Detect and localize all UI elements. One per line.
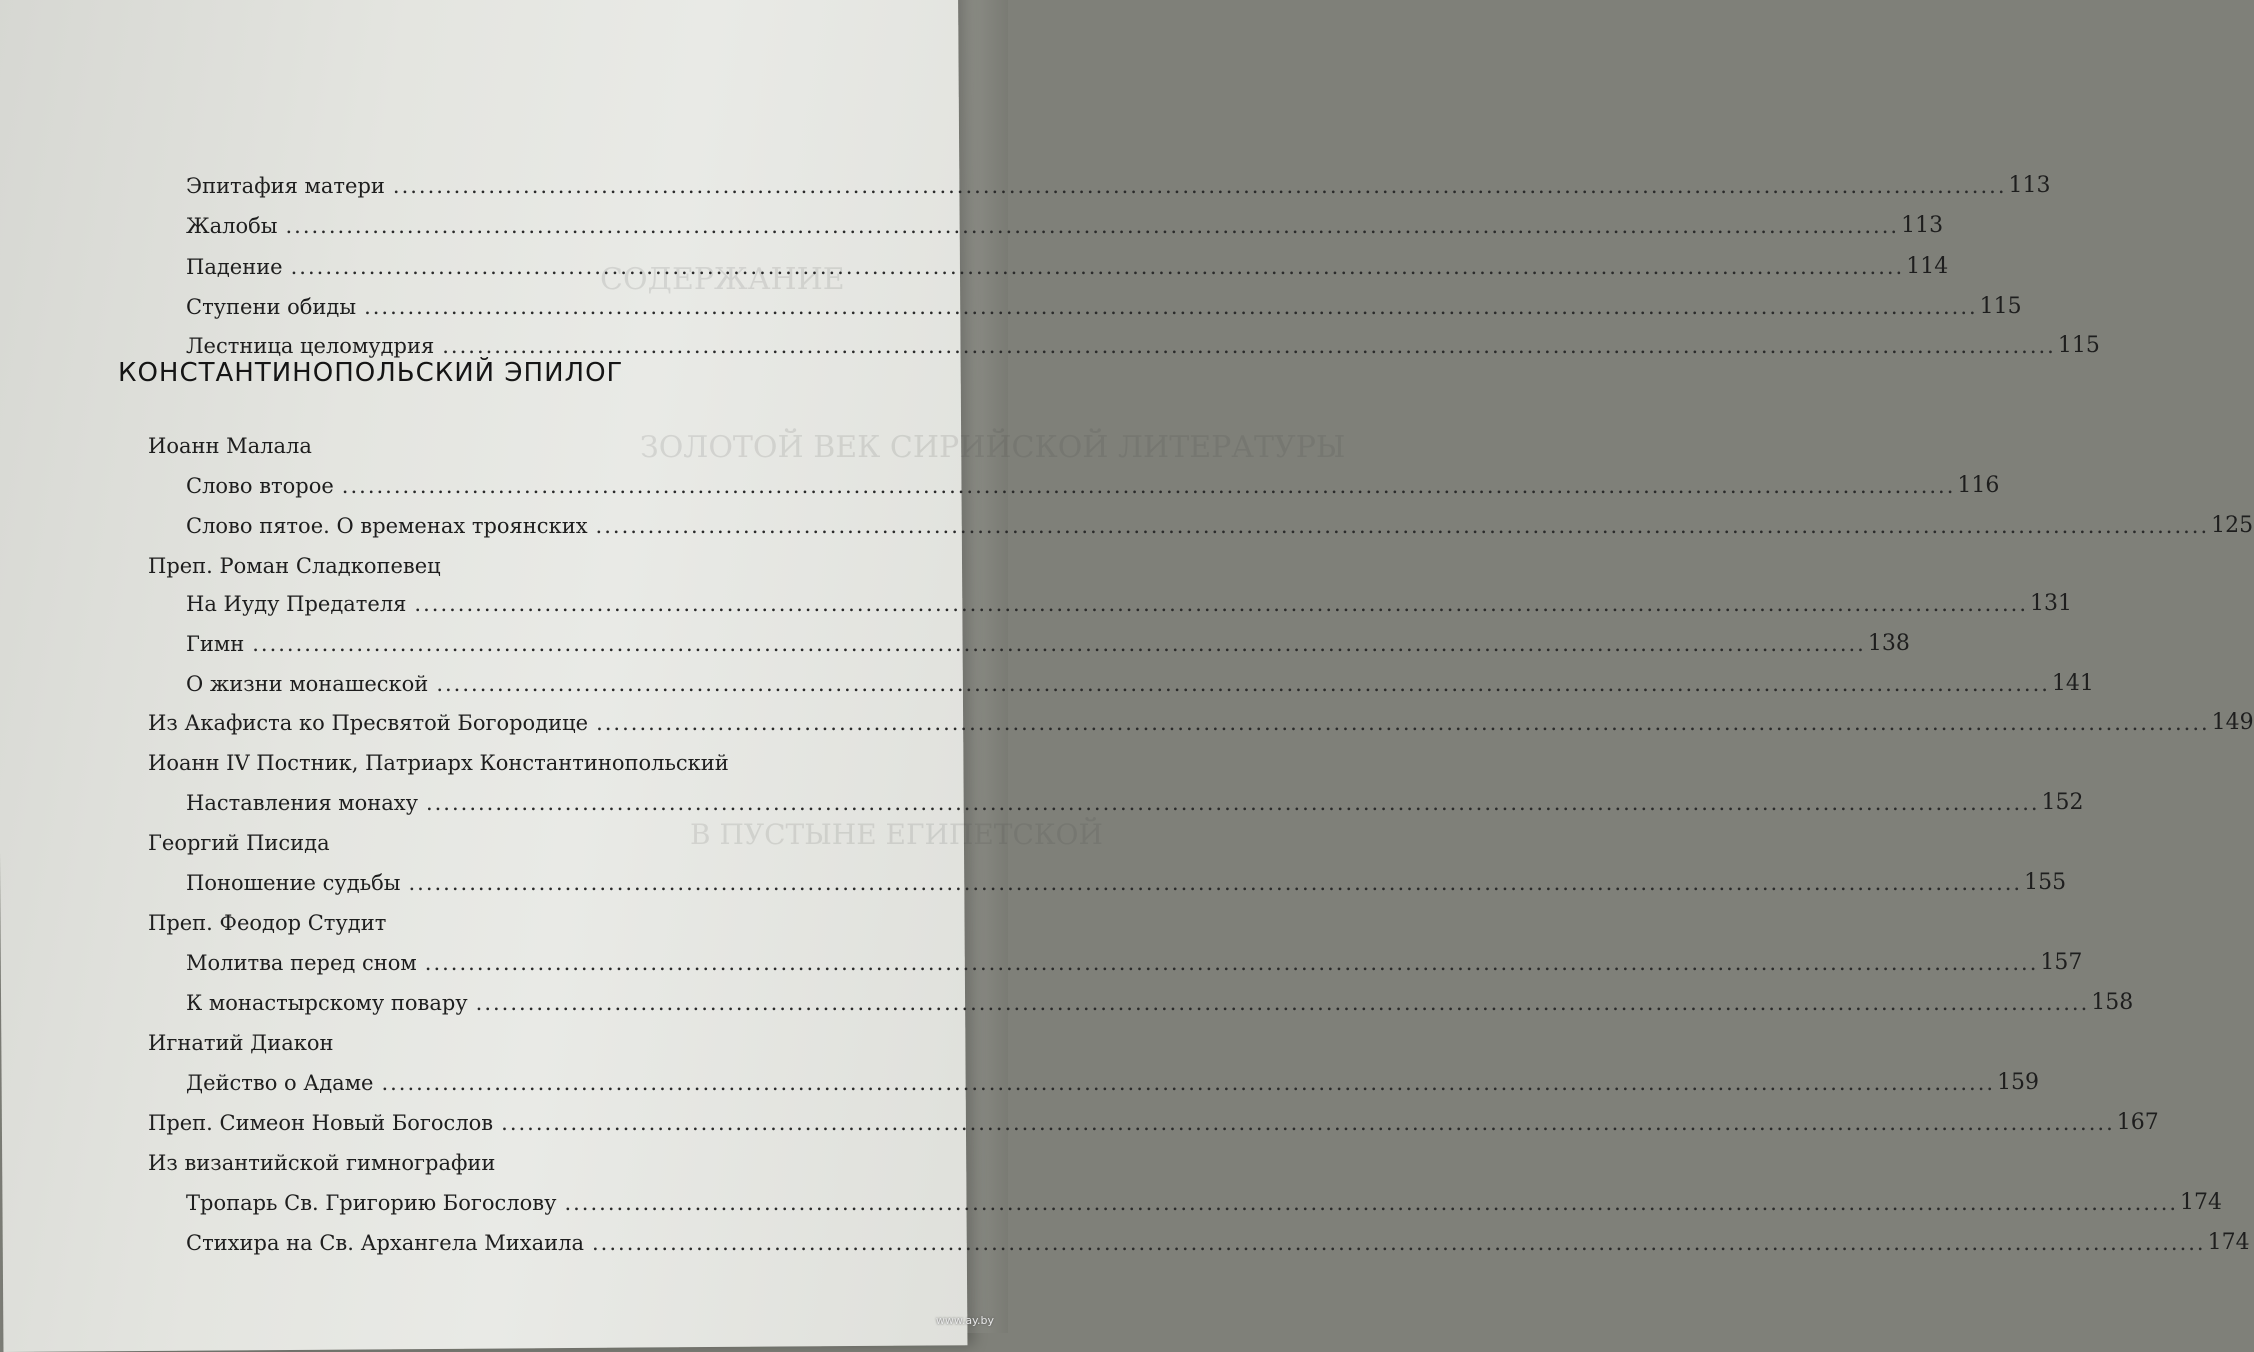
leader-dots xyxy=(342,472,1956,500)
toc-entry[interactable] xyxy=(186,578,2073,618)
toc-entry-title: Слово второе xyxy=(186,474,334,498)
leader-dots xyxy=(285,212,1899,240)
leader-dots xyxy=(564,1189,2178,1217)
leader-dots xyxy=(442,332,2056,360)
toc-entry-title: Из Акафиста ко Пресвятой Богородице xyxy=(148,711,589,735)
toc-entry-page: 113 xyxy=(1901,213,1944,238)
leader-dots xyxy=(501,1109,2115,1137)
toc-entry[interactable] xyxy=(186,1177,2223,1217)
bleed-through-text: В ПУСТЫНЕ ЕГИПЕТСКОЙ xyxy=(690,818,1103,851)
toc-entry-page: 115 xyxy=(1979,294,2022,319)
section-heading: КОНСТАНТИНОПОЛЬСКИЙ ЭПИЛОГ xyxy=(118,358,624,388)
author-name: Иоанн Малала xyxy=(148,434,312,458)
toc-entry-page: 174 xyxy=(2180,1190,2223,1215)
toc-entry[interactable] xyxy=(186,500,2254,540)
toc-entry[interactable] xyxy=(186,200,1944,240)
toc-entry-title: Преп. Симеон Новый Богослов xyxy=(148,1111,494,1135)
toc-entry-title: Тропарь Св. Григорию Богослову xyxy=(186,1191,557,1215)
author-name: Игнатий Диакон xyxy=(148,1031,334,1055)
toc-entry-title: Наставления монаху xyxy=(186,791,418,815)
toc-entry-title: Эпитафия матери xyxy=(186,174,385,198)
toc-entry[interactable] xyxy=(186,320,2100,360)
leader-dots xyxy=(592,1229,2206,1257)
toc-entry-page: 155 xyxy=(2024,870,2067,895)
toc-entry-title: Ступени обиды xyxy=(186,295,357,319)
leader-dots xyxy=(291,253,1905,281)
toc-entry-page: 152 xyxy=(2041,790,2084,815)
toc-entry-title: Поношение судьбы xyxy=(186,871,401,895)
toc-entry-page: 149 xyxy=(2211,710,2254,735)
toc-entry-title: Стихира на Св. Архангела Михаила xyxy=(186,1231,584,1255)
leader-dots xyxy=(252,630,1866,658)
leader-dots xyxy=(381,1069,1995,1097)
author-heading xyxy=(148,817,330,857)
toc-entry-page: 114 xyxy=(1906,254,1949,279)
toc-entry-title: К монастырскому повару xyxy=(186,991,468,1015)
author-heading xyxy=(148,540,441,580)
leader-dots xyxy=(436,670,2050,698)
toc-entry-title: Лестница целомудрия xyxy=(186,334,435,358)
author-name: Преп. Роман Сладкопевец xyxy=(148,554,441,578)
author-heading xyxy=(148,420,312,460)
leader-dots xyxy=(364,293,1978,321)
toc-entry-page: 157 xyxy=(2040,950,2083,975)
author-heading xyxy=(148,1017,333,1057)
leader-dots xyxy=(596,709,2210,737)
toc-entry[interactable] xyxy=(186,618,1910,658)
toc-entry-page: 116 xyxy=(1957,473,2000,498)
toc-entry-title: Слово пятое. О временах троянских xyxy=(186,514,588,538)
toc-entry[interactable] xyxy=(148,697,2254,737)
toc-entry-page: 167 xyxy=(2116,1110,2159,1135)
toc-entry[interactable] xyxy=(186,160,2051,200)
toc-entry-page: 138 xyxy=(1867,631,1910,656)
toc-entry[interactable] xyxy=(186,241,1949,281)
toc-entry[interactable] xyxy=(148,1097,2159,1137)
leader-dots xyxy=(414,590,2028,618)
toc-entry[interactable] xyxy=(186,460,2000,500)
toc-entry[interactable] xyxy=(186,281,2022,321)
toc-entry[interactable] xyxy=(186,937,2083,977)
toc-entry-page: 131 xyxy=(2030,591,2073,616)
author-name: Иоанн IV Постник, Патриарх Константинопольский xyxy=(148,751,729,775)
leader-dots xyxy=(408,869,2022,897)
toc-entry[interactable] xyxy=(186,1057,2040,1097)
toc-entry-title: Гимн xyxy=(186,632,245,656)
leader-dots xyxy=(425,949,2039,977)
toc-entry-title: Падение xyxy=(186,255,283,279)
leader-dots xyxy=(596,512,2210,540)
toc-entry-page: 159 xyxy=(1997,1070,2040,1095)
toc-entry-page: 113 xyxy=(2008,173,2051,198)
bleed-through-text: ЗОЛОТОЙ ВЕК СИРИЙСКОЙ ЛИТЕРАТУРЫ xyxy=(640,430,1346,465)
toc-entry-page: 141 xyxy=(2051,671,2094,696)
toc-entry-title: О жизни монашеской xyxy=(186,672,429,696)
toc-entry-page: 158 xyxy=(2091,990,2134,1015)
leader-dots xyxy=(426,789,2040,817)
author-heading xyxy=(148,1137,495,1177)
toc-entry-page: 125 xyxy=(2211,513,2254,538)
toc-entry[interactable] xyxy=(186,777,2084,817)
author-name: Из византийской гимнографии xyxy=(148,1151,496,1175)
toc-entry-title: Действо о Адаме xyxy=(186,1071,374,1095)
toc-entry-title: Молитва перед сном xyxy=(186,951,417,975)
toc-entry-title: На Иуду Предателя xyxy=(186,592,407,616)
toc-entry-page: 174 xyxy=(2207,1230,2250,1255)
author-heading xyxy=(148,737,729,777)
leader-dots xyxy=(476,989,2090,1017)
toc-entry[interactable] xyxy=(186,857,2067,897)
author-heading xyxy=(148,897,386,937)
toc-entry-title: Жалобы xyxy=(186,214,278,238)
bleed-through-text: СОДЕРЖАНИЕ xyxy=(600,262,845,297)
toc-entry[interactable] xyxy=(186,977,2134,1017)
toc-entry[interactable] xyxy=(186,658,2094,698)
toc-entry[interactable] xyxy=(186,1217,2250,1257)
author-name: Преп. Феодор Студит xyxy=(148,911,387,935)
site-watermark: www.ay.by xyxy=(935,1314,994,1327)
author-name: Георгий Писида xyxy=(148,831,330,855)
leader-dots xyxy=(393,172,2007,200)
toc-entry-page: 115 xyxy=(2057,333,2100,358)
